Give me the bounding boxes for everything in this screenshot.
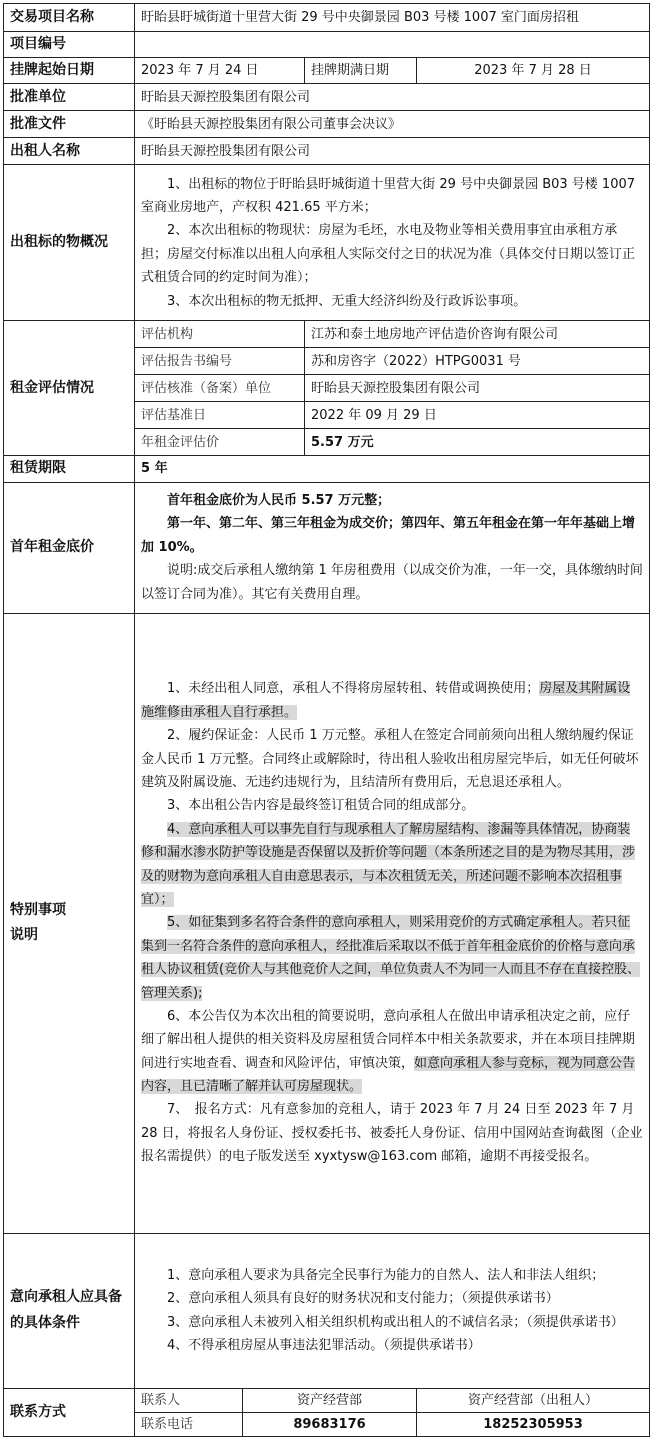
term-label: 租赁期限 [4, 456, 135, 482]
overview-item-3: 3、本次出租标的物无抵押、无重大经济纠纷及行政诉讼事项。 [167, 293, 527, 309]
project-name-label: 交易项目名称 [4, 4, 135, 32]
base-price-content [135, 482, 650, 613]
special-item-2: 2、履约保证金：人民币 1 万元整。承租人在签定合同前须向出租人缴纳履约保证金人民币 1 万元整。合同终止或解除时，待出租人验收出租房屋完毕后，如无任何破坏建筑及附属设施、无违约违规行为，且结清所有费用后，无息退还承租人。 [141, 728, 639, 791]
special-item-1-b: 房屋及其附属设施维修由承租人自行承担。 [141, 681, 631, 720]
base-price-label: 首年租金底价 [4, 482, 135, 613]
special-label-line-1: 特别事项 [10, 901, 66, 918]
approver-label: 批准单位 [4, 84, 135, 111]
base-price-note: 说明:成交后承租人缴纳第 1 年房租费用（以成交价为准，一年一交，具体缴纳时间以签订合同为准）。其它有关费用自理。 [141, 563, 643, 602]
eval-key: 评估基准日 [135, 402, 305, 429]
contact-phone-2: 18252305953 [417, 1412, 650, 1436]
special-item-6 [141, 1005, 643, 1099]
evaluation-label: 租金评估情况 [4, 321, 135, 456]
term-value: 5 年 [135, 456, 650, 482]
project-name-value: 盱眙县盱城街道十里营大街 29 号中央御景园 B03 号楼 1007 室门面房招租 [135, 4, 650, 32]
overview-item-2: 2、本次出租标的物现状：房屋为毛坯，水电及物业等相关费用事宜由承租方承担；房屋交付标准以出租人向承租人实际交付之日的状况为准（具体交付日期以签订正式租赁合同的约定时间为准）； [141, 223, 636, 286]
listing-end-label: 挂牌期满日期 [305, 58, 417, 84]
eval-value: 江苏和泰土地房地产评估造价咨询有限公司 [305, 321, 650, 348]
special-label [4, 613, 135, 1233]
contact-person-2: 资产经营部（出租人） [417, 1388, 650, 1412]
eval-key: 评估机构 [135, 321, 305, 348]
eval-value: 5.57 万元 [305, 429, 650, 456]
contact-phone-1: 89683176 [243, 1412, 417, 1436]
condition-1: 1、意向承租人要求为具备完全民事行为能力的自然人、法人和非法人组织； [167, 1267, 605, 1283]
listing-start-value: 2023 年 7 月 24 日 [135, 58, 305, 84]
special-item-5-text: 5、如征集到多名符合条件的意向承租人，则采用竞价的方式确定承租人。若只征集到一名符合条件的意向承租人，经批准后采取以不低于首年租金底价的价格与意向承租人协议租赁(竞价人与其他竞价人之间，单位负责人不为同一人而且不存在直接控股、管理关系); [141, 915, 641, 1001]
special-item-6-b: 如意向承租人参与竞标，视为同意公告内容，且已清晰了解并认可房屋现状。 [141, 1055, 636, 1095]
base-price-line-2: 第一年、第二年、第三年租金为成交价；第四年、第五年租金在第一年年基础上增加 10%。 [141, 516, 636, 555]
special-item-1 [141, 677, 643, 724]
conditions-label: 意向承租人应具备的具体条件 [4, 1233, 135, 1388]
contact-phone-key: 联系电话 [135, 1412, 243, 1436]
contact-person-key: 联系人 [135, 1388, 243, 1412]
eval-value: 苏和房咨字（2022）HTPG0031 号 [305, 348, 650, 375]
eval-key: 评估核准（备案）单位 [135, 375, 305, 402]
special-content [135, 613, 650, 1233]
listing-end-value: 2023 年 7 月 28 日 [417, 58, 650, 84]
eval-key: 评估报告书编号 [135, 348, 305, 375]
special-item-4-text: 4、意向承租人可以事先自行与现承租人了解房屋结构、渗漏等具体情况，协商装修和漏水渗水防护等设施是否保留以及折价等问题（本条所述之目的是为物尽其用，涉及的财物为意向承租人自由意思表示，与本次租赁无关，所述问题不影响本次招租事宜）； [141, 821, 636, 907]
special-item-1-a: 1、未经出租人同意，承租人不得将房屋转租、转借或调换使用； [167, 681, 540, 697]
condition-4: 4、不得承租房屋从事违法犯罪活动。（须提供承诺书） [167, 1337, 481, 1353]
approval-doc-value: 《盱眙县天源控股集团有限公司董事会决议》 [135, 111, 650, 138]
condition-2: 2、意向承租人须具有良好的财务状况和支付能力；（须提供承诺书） [167, 1291, 559, 1307]
condition-3: 3、意向承租人未被列入相关组织机构或出租人的不诚信名录；（须提供承诺书） [167, 1314, 624, 1330]
notice-table [3, 3, 650, 1437]
special-item-7: 7、 报名方式：凡有意参加的竞租人，请于 2023 年 7 月 24 日至 2023 年 7 月 28 日，将报名人身份证、授权委托书、被委托人身份证、信用中国网站查询截图（企业报名需提供）的电子版发送至 xyxtysw@163.com 邮箱，逾期不再接受报名。 [141, 1102, 643, 1165]
overview-label: 出租标的物概况 [4, 165, 135, 321]
overview-content [135, 165, 650, 321]
contact-label: 联系方式 [4, 1388, 135, 1437]
contact-person-1: 资产经营部 [243, 1388, 417, 1412]
base-price-line-1: 首年租金底价为人民币 5.57 万元整； [167, 493, 391, 509]
eval-value: 2022 年 09 月 29 日 [305, 402, 650, 429]
lessor-value: 盱眙县天源控股集团有限公司 [135, 138, 650, 165]
special-item-5 [141, 911, 643, 1005]
eval-key: 年租金评估价 [135, 429, 305, 456]
conditions-content [135, 1233, 650, 1388]
listing-start-label: 挂牌起始日期 [4, 58, 135, 84]
eval-value: 盱眙县天源控股集团有限公司 [305, 375, 650, 402]
approver-value: 盱眙县天源控股集团有限公司 [135, 84, 650, 111]
project-code-label: 项目编号 [4, 32, 135, 58]
overview-item-1: 1、出租标的物位于盱眙县盱城街道十里营大街 29 号中央御景园 B03 号楼 1007 室商业房地产，产权积 421.65 平方米； [141, 176, 636, 216]
approval-doc-label: 批准文件 [4, 111, 135, 138]
special-item-6-a: 6、本公告仅为本次出租的简要说明，意向承租人在做出申请承租决定之前，应仔细了解出租人提供的相关资料及房屋租赁合同样本中相关条款要求，并在本项目挂牌期间进行实地查看、调查和风险评估，审慎决策， [141, 1008, 636, 1071]
special-label-line-2: 说明 [10, 927, 38, 944]
project-code-value [135, 32, 650, 58]
special-item-4 [141, 818, 643, 912]
special-item-3: 3、本出租公告内容是最终签订租赁合同的组成部分。 [167, 798, 475, 814]
lessor-label: 出租人名称 [4, 138, 135, 165]
